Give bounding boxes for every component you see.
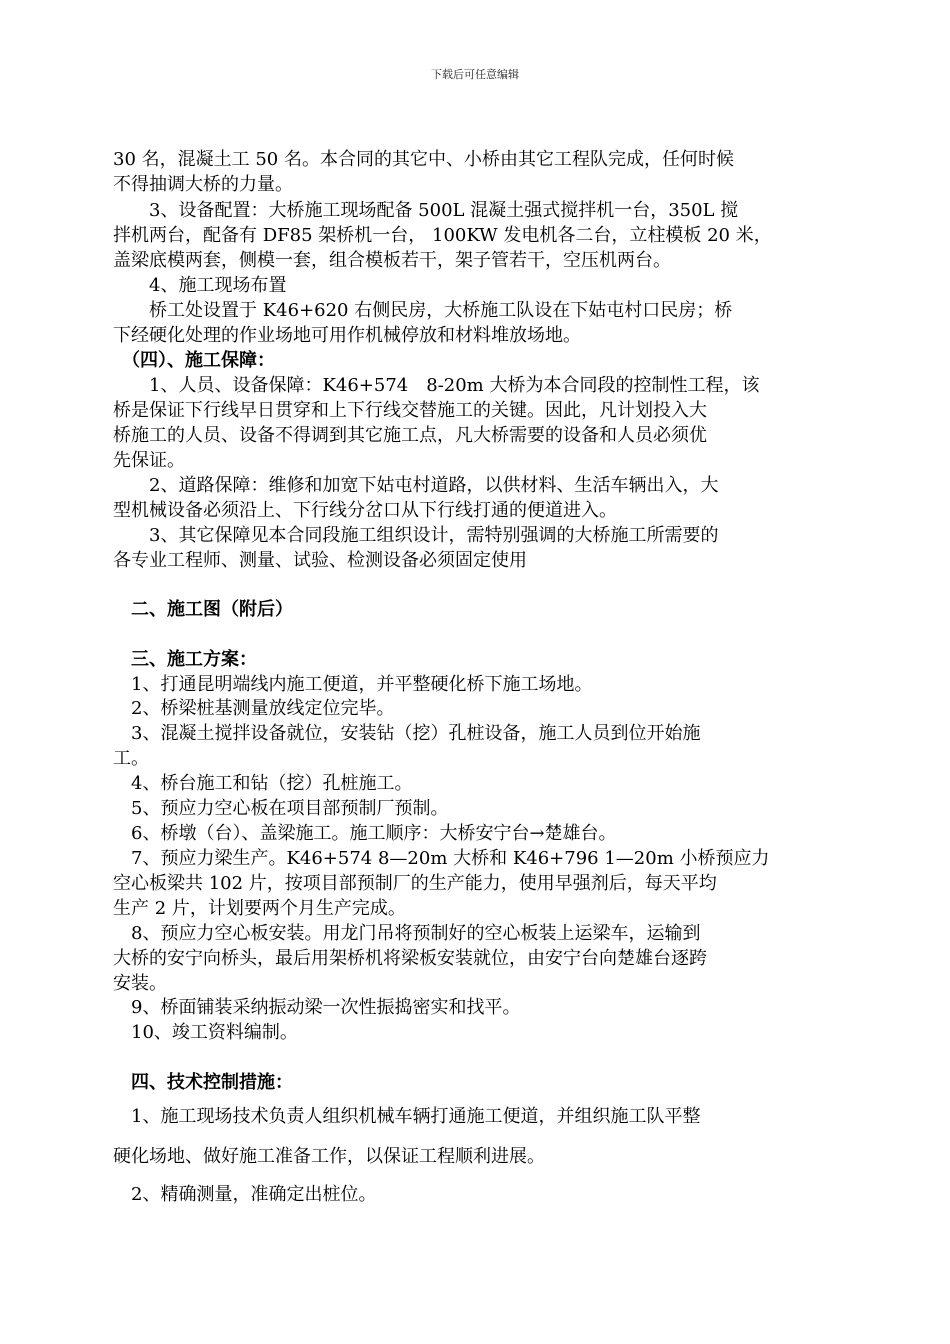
text-line: 6、桥墩（台）、盖梁施工。施工顺序：大桥安宁台→楚雄台。 <box>113 823 617 844</box>
section-heading: 三、施工方案： <box>113 649 257 670</box>
section-heading: 四、技术控制措施： <box>113 1072 293 1093</box>
text-line: 桥施工的人员、设备不得调到其它施工点，凡大桥需要的设备和人员必须优 <box>113 425 707 446</box>
text-line: 3、混凝土搅拌设备就位，安装钻（挖）孔桩设备，施工人员到位开始施 <box>113 723 701 744</box>
text-line: 1、打通昆明端线内施工便道，并平整硬化桥下施工场地。 <box>113 674 593 695</box>
text-line: 2、道路保障：维修和加宽下姑屯村道路，以供材料、生活车辆出入，大 <box>113 475 719 496</box>
text-line: 1、人员、设备保障：K46+574 8-20m 大桥为本合同段的控制性工程，该 <box>113 375 760 396</box>
text-line: 不得抽调大桥的力量。 <box>113 174 293 195</box>
text-line: 硬化场地、做好施工准备工作，以保证工程顺利进展。 <box>113 1146 545 1167</box>
text-line: 5、预应力空心板在项目部预制厂预制。 <box>113 798 449 819</box>
text-line: 2、桥梁桩基测量放线定位完毕。 <box>113 698 395 719</box>
section-heading: 二、施工图（附后） <box>113 599 293 620</box>
text-line: 桥工处设置于 K46+620 右侧民房，大桥施工队设在下姑屯村口民房；桥 <box>113 300 733 321</box>
text-line: 3、设备配置：大桥施工现场配备 500L 混凝土强式搅拌机一台，350L 搅 <box>113 200 739 221</box>
text-line: 下经硬化处理的作业场地可用作机械停放和材料堆放场地。 <box>113 325 581 346</box>
text-line: 生产 2 片，计划要两个月生产完成。 <box>113 898 406 919</box>
text-line: 7、预应力梁生产。K46+574 8—20m 大桥和 K46+796 1—20m 小桥预应力 <box>113 848 770 869</box>
text-line: 型机械设备必须沿上、下行线分岔口从下行线打通的便道进入。 <box>113 500 617 521</box>
text-line: 3、其它保障见本合同段施工组织设计，需特别强调的大桥施工所需要的 <box>113 525 719 546</box>
text-line: 空心板梁共 102 片，按项目部预制厂的生产能力，使用早强剂后，每天平均 <box>113 873 717 894</box>
text-line: 各专业工程师、测量、试验、检测设备必须固定使用 <box>113 550 527 571</box>
text-line: 10、竣工资料编制。 <box>113 1022 298 1043</box>
text-line: 安装。 <box>113 973 167 994</box>
text-line: 大桥的安宁向桥头，最后用架桥机将梁板安装就位，由安宁台向楚雄台逐跨 <box>113 948 707 969</box>
page-header: 下载后可任意编辑 <box>431 68 519 81</box>
text-line: 工。 <box>113 748 149 769</box>
text-line: 先保证。 <box>113 450 185 471</box>
text-line: 1、施工现场技术负责人组织机械车辆打通施工便道，并组织施工队平整 <box>113 1106 701 1127</box>
text-line: 9、桥面铺装采纳振动梁一次性振捣密实和找平。 <box>113 997 521 1018</box>
text-line: 4、桥台施工和钻（挖）孔桩施工。 <box>113 773 413 794</box>
text-line: 盖梁底模两套，侧模一套，组合模板若干，架子管若干，空压机两台。 <box>113 250 671 271</box>
text-line: 桥是保证下行线早日贯穿和上下行线交替施工的关键。因此，凡计划投入大 <box>113 400 707 421</box>
text-line: 拌机两台，配备有 DF85 架桥机一台， 100KW 发电机各二台，立柱模板 20 米， <box>113 225 772 246</box>
text-line: 2、精确测量，准确定出桩位。 <box>113 1184 377 1205</box>
text-line: 30 名，混凝土工 50 名。本合同的其它中、小桥由其它工程队完成，任何时候 <box>113 149 734 170</box>
section-heading: （四）、施工保障： <box>113 350 275 371</box>
text-line: 4、施工现场布置 <box>113 275 287 296</box>
text-line: 8、预应力空心板安装。用龙门吊将预制好的空心板装上运梁车，运输到 <box>113 923 701 944</box>
